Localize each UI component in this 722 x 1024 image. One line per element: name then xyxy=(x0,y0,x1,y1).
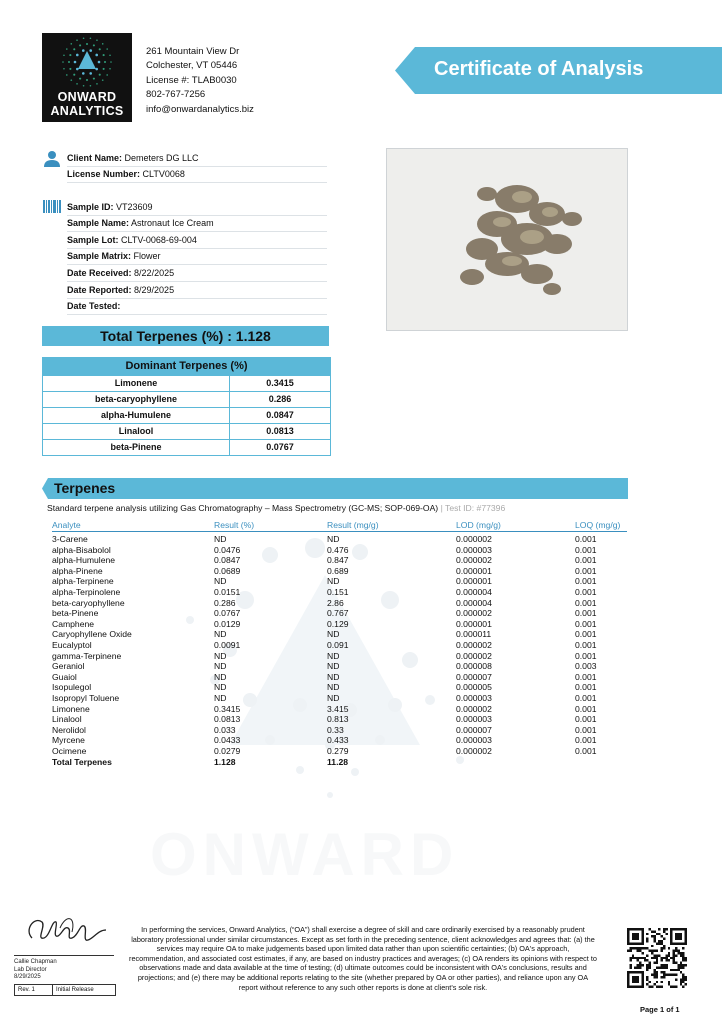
revision-box xyxy=(14,984,116,996)
terpenes-banner xyxy=(42,478,628,499)
table-row xyxy=(0,534,722,545)
cell-result-percent: ND xyxy=(214,693,227,703)
cell-result-percent: 0.0476 xyxy=(214,544,241,555)
signatory-info xyxy=(14,959,57,982)
cell-lod: 0.000004 xyxy=(456,597,492,608)
cell-analyte: Total Terpenes xyxy=(52,756,112,767)
cell-result-percent: ND xyxy=(214,650,227,661)
disclaimer: In performing the services, Onward Analytics, (“OA”) shall exercise a degree of skill and care ordinarily exercised by a reasonably prudent laboratory professional under similar circumstances. Except as set forth in the preceding sentence, client acknowledges and agrees that: (a) the services may require OA to make judgements based upon limited data rather than upon scientific certainties; (b) OA's approach, recommendation, and associated cost estimates, if any, are based on industry practices and averages; (c) OA renders its opinions with respect to observations made and data available at the time of testing; (d) ultimate outcomes could be inconsistent with OA's conclusions, results and projections; and (e) there may be additional reports relating to the site (whether prepared by OA or other parties), and reliance upon any OA report without reference to any such other reports is done at client's sole risk. xyxy=(129,925,597,992)
table-row xyxy=(0,587,722,598)
sample-lot: CLTV-0068-69-004 xyxy=(121,235,197,245)
dominant-row xyxy=(43,391,330,407)
total-terpenes-banner: Total Terpenes (%) : 1.128 xyxy=(42,326,329,346)
cell-analyte: alpha-Humulene xyxy=(52,555,116,566)
client-name-label: Client Name: xyxy=(67,153,123,163)
table-row xyxy=(0,640,722,651)
cell-result-mgg: ND xyxy=(327,650,340,661)
document-title: Certificate of Analysis xyxy=(434,58,644,80)
table-row xyxy=(0,682,722,693)
cell-analyte: Ocimene xyxy=(52,746,87,756)
cell-analyte: gamma-Terpinene xyxy=(52,650,122,661)
cell-lod: 0.000002 xyxy=(456,555,492,566)
dominant-terpenes-title: Dominant Terpenes (%) xyxy=(43,358,330,375)
cell-lod: 0.000003 xyxy=(456,735,492,746)
cell-loq: 0.001 xyxy=(575,544,597,555)
dominant-value: 0.286 xyxy=(268,394,292,404)
table-row xyxy=(0,714,722,725)
date-received: 8/22/2025 xyxy=(134,268,175,278)
cell-result-mgg: ND xyxy=(327,671,340,682)
cell-analyte: Eucalyptol xyxy=(52,640,92,650)
cell-result-percent: ND xyxy=(214,661,227,672)
cell-lod: 0.000011 xyxy=(456,629,492,640)
cell-loq: 0.001 xyxy=(575,650,597,661)
cell-lod: 0.000001 xyxy=(456,576,492,587)
cell-result-mgg: 0.151 xyxy=(327,587,349,597)
cell-result-mgg: 0.279 xyxy=(327,746,349,756)
terpenes-section-title: Terpenes xyxy=(54,480,116,496)
cell-loq: 0.001 xyxy=(575,618,597,629)
date-reported-label: Date Reported: xyxy=(67,285,132,295)
table-row xyxy=(0,576,722,587)
cell-result-percent: 0.0151 xyxy=(214,587,241,597)
cell-loq: 0.001 xyxy=(575,693,597,703)
cell-result-mgg: 11.28 xyxy=(327,756,349,767)
lab-address xyxy=(146,45,254,117)
logo-line-1: ONWARD xyxy=(57,90,117,104)
table-row xyxy=(0,704,722,715)
cell-lod: 0.000004 xyxy=(456,587,492,597)
cell-result-percent: 0.0767 xyxy=(214,608,241,619)
sample-lot-label: Sample Lot: xyxy=(67,235,119,245)
dominant-value: 0.3415 xyxy=(266,378,294,388)
cell-lod: 0.000008 xyxy=(456,661,492,672)
license-number: CLTV0068 xyxy=(142,169,185,179)
signatory-name: Callie Chapman xyxy=(14,959,57,965)
cell-loq: 0.001 xyxy=(575,746,597,756)
cell-result-mgg: 0.767 xyxy=(327,608,349,619)
cell-loq: 0.003 xyxy=(575,661,597,672)
license-number-label: License Number: xyxy=(67,169,141,179)
table-row xyxy=(0,725,722,736)
column-header-analyte: Analyte xyxy=(52,520,81,530)
cell-loq: 0.001 xyxy=(575,587,597,597)
table-row xyxy=(0,651,722,662)
watermark-dot xyxy=(296,766,304,774)
table-row xyxy=(0,693,722,704)
dominant-terpenes-table xyxy=(42,357,331,456)
cell-result-mgg: ND xyxy=(327,682,340,693)
sample-matrix-label: Sample Matrix: xyxy=(67,251,132,261)
table-row xyxy=(0,545,722,556)
cell-result-percent: ND xyxy=(214,629,227,640)
cell-lod: 0.000002 xyxy=(456,746,492,756)
test-id: | Test ID: #77396 xyxy=(440,503,506,513)
company-logo xyxy=(42,33,132,122)
dominant-row xyxy=(43,423,330,439)
cell-analyte: Linalool xyxy=(52,714,82,725)
cell-lod: 0.000003 xyxy=(456,714,492,725)
dominant-name: alpha-Humulene xyxy=(43,408,230,423)
dominant-name: beta-Pinene xyxy=(43,440,230,455)
cell-analyte: Camphene xyxy=(52,618,95,629)
logo-mark-icon xyxy=(42,33,132,93)
table-row xyxy=(0,672,722,683)
cell-loq: 0.001 xyxy=(575,735,597,746)
date-tested-label: Date Tested: xyxy=(67,301,121,311)
revision-number: Rev. 1 xyxy=(15,985,53,995)
cell-loq: 0.001 xyxy=(575,576,597,587)
date-received-row xyxy=(67,265,327,282)
cell-analyte: alpha-Terpinene xyxy=(52,576,114,587)
cell-loq: 0.001 xyxy=(575,629,597,640)
table-row xyxy=(0,629,722,640)
cell-result-mgg: ND xyxy=(327,534,340,544)
cell-loq: 0.001 xyxy=(575,555,597,566)
signature-date: 8/29/2025 xyxy=(14,974,41,980)
dominant-name: Limonene xyxy=(43,376,230,391)
cell-result-percent: 1.128 xyxy=(214,756,236,767)
cell-analyte: Isopropyl Toluene xyxy=(52,693,120,703)
cell-result-mgg: 2.86 xyxy=(327,597,344,608)
cell-loq: 0.001 xyxy=(575,565,597,576)
column-header-lod: LOD (mg/g) xyxy=(456,520,501,530)
dominant-row xyxy=(43,375,330,391)
page-number: Page 1 of 1 xyxy=(640,1005,680,1014)
cell-result-percent: ND xyxy=(214,534,227,544)
dominant-name: Linalool xyxy=(43,424,230,439)
cell-analyte: alpha-Bisabolol xyxy=(52,544,111,555)
column-header-result-mgg: Result (mg/g) xyxy=(327,520,379,530)
cell-lod: 0.000007 xyxy=(456,671,492,682)
table-row xyxy=(0,566,722,577)
table-row xyxy=(0,661,722,672)
user-icon xyxy=(43,150,61,167)
cell-result-percent: 0.0689 xyxy=(214,565,241,576)
cell-result-percent: 0.0129 xyxy=(214,618,241,629)
cell-analyte: Myrcene xyxy=(52,735,85,746)
cell-result-percent: 0.286 xyxy=(214,597,236,608)
cell-analyte: alpha-Pinene xyxy=(52,565,103,576)
cell-loq: 0.001 xyxy=(575,703,597,714)
column-header-result-percent: Result (%) xyxy=(214,520,255,530)
sample-name: Astronaut Ice Cream xyxy=(131,218,214,228)
cell-analyte: Caryophyllene Oxide xyxy=(52,629,132,640)
cell-result-mgg: 0.33 xyxy=(327,724,344,735)
cell-lod: 0.000003 xyxy=(456,544,492,555)
cell-loq: 0.001 xyxy=(575,597,597,608)
table-row xyxy=(0,598,722,609)
cell-analyte: Geraniol xyxy=(52,661,85,672)
cell-result-percent: 0.3415 xyxy=(214,703,241,714)
cell-result-percent: ND xyxy=(214,671,227,682)
cell-analyte: Limonene xyxy=(52,703,90,714)
cell-analyte: alpha-Terpinolene xyxy=(52,587,121,597)
barcode-icon xyxy=(43,200,61,213)
cell-result-mgg: 0.689 xyxy=(327,565,349,576)
cell-analyte: Isopulegol xyxy=(52,682,92,693)
cell-result-mgg: ND xyxy=(327,576,340,587)
cell-loq: 0.001 xyxy=(575,608,597,619)
method-text: Standard terpene analysis utilizing Gas Chromatography – Mass Spectrometry (GC-MS; SOP-069-OA) xyxy=(47,503,439,513)
dominant-row xyxy=(43,407,330,423)
cell-lod: 0.000002 xyxy=(456,640,492,650)
header-divider xyxy=(52,531,627,532)
cell-result-mgg: 0.129 xyxy=(327,618,349,629)
table-row xyxy=(0,555,722,566)
total-row xyxy=(0,757,722,768)
watermark-dot xyxy=(327,792,333,798)
cell-lod: 0.000001 xyxy=(456,565,492,576)
cell-analyte: Nerolidol xyxy=(52,724,86,735)
cell-lod: 0.000007 xyxy=(456,724,492,735)
client-name: Demeters DG LLC xyxy=(124,153,199,163)
address-phone: 802-767-7256 xyxy=(146,89,206,101)
sample-name-row xyxy=(67,215,327,232)
cell-analyte: beta-caryophyllene xyxy=(52,597,125,608)
cell-analyte: beta-Pinene xyxy=(52,608,99,619)
dominant-row xyxy=(43,439,330,455)
date-reported-row xyxy=(67,282,327,299)
dominant-value: 0.0813 xyxy=(266,426,294,436)
sample-id-row xyxy=(67,199,327,216)
cell-result-mgg: ND xyxy=(327,693,340,703)
address-street: 261 Mountain View Dr xyxy=(146,46,240,57)
sample-photo xyxy=(386,148,628,331)
date-reported: 8/29/2025 xyxy=(134,285,175,295)
table-row xyxy=(0,619,722,630)
cell-loq: 0.001 xyxy=(575,714,597,725)
cell-lod: 0.000002 xyxy=(456,650,492,661)
cell-result-mgg: 0.476 xyxy=(327,544,349,555)
date-tested-row xyxy=(67,298,327,315)
dominant-name: beta-caryophyllene xyxy=(43,392,230,407)
cell-result-percent: ND xyxy=(214,576,227,587)
cell-result-mgg: 0.847 xyxy=(327,555,349,566)
sample-matrix: Flower xyxy=(133,251,161,261)
cell-result-mgg: 3.415 xyxy=(327,703,349,714)
signature-image xyxy=(22,908,112,953)
address-license: License #: TLAB0030 xyxy=(146,74,237,86)
cell-result-percent: 0.0847 xyxy=(214,555,241,566)
sample-id-label: Sample ID: xyxy=(67,202,114,212)
flower-sample-image xyxy=(387,149,627,330)
column-header-loq: LOQ (mg/g) xyxy=(575,520,621,530)
sample-name-label: Sample Name: xyxy=(67,218,130,228)
cell-lod: 0.000002 xyxy=(456,608,492,619)
cell-analyte: Guaiol xyxy=(52,671,77,682)
cell-loq: 0.001 xyxy=(575,724,597,735)
table-row xyxy=(0,608,722,619)
cell-result-percent: 0.0091 xyxy=(214,640,241,650)
table-row xyxy=(0,735,722,746)
cell-lod: 0.000002 xyxy=(456,703,492,714)
sample-matrix-row xyxy=(67,248,327,265)
revision-note: Initial Release xyxy=(56,987,94,993)
cell-lod: 0.000002 xyxy=(456,534,492,544)
cell-result-mgg: 0.091 xyxy=(327,640,349,650)
cell-result-mgg: 0.433 xyxy=(327,735,349,746)
signature-line xyxy=(14,955,114,956)
cell-lod: 0.000003 xyxy=(456,693,492,703)
cell-result-percent: 0.0279 xyxy=(214,746,241,756)
cell-lod: 0.000005 xyxy=(456,682,492,693)
date-received-label: Date Received: xyxy=(67,268,132,278)
cell-result-percent: 0.0813 xyxy=(214,714,241,725)
qr-code[interactable] xyxy=(627,928,687,988)
client-name-row xyxy=(67,150,327,167)
watermark-dot xyxy=(351,768,359,776)
dominant-value: 0.0767 xyxy=(266,442,294,452)
cell-result-mgg: ND xyxy=(327,661,340,672)
cell-loq: 0.001 xyxy=(575,640,597,650)
cell-result-percent: 0.0433 xyxy=(214,735,241,746)
address-email[interactable]: info@onwardanalytics.biz xyxy=(146,103,254,115)
dominant-value: 0.0847 xyxy=(266,410,294,420)
cell-result-percent: ND xyxy=(214,682,227,693)
cell-lod: 0.000001 xyxy=(456,618,492,629)
cell-analyte: 3-Carene xyxy=(52,534,88,544)
cell-loq: 0.001 xyxy=(575,671,597,682)
cell-result-mgg: 0.813 xyxy=(327,714,349,725)
method-description xyxy=(47,503,505,513)
address-city: Colchester, VT 05446 xyxy=(146,60,238,72)
cell-result-percent: 0.033 xyxy=(214,724,236,735)
cell-loq: 0.001 xyxy=(575,682,597,693)
cell-result-mgg: ND xyxy=(327,629,340,640)
cell-loq: 0.001 xyxy=(575,534,597,544)
sample-id: VT23609 xyxy=(116,202,153,212)
license-number-row xyxy=(67,166,327,183)
table-row xyxy=(0,746,722,757)
watermark-text: ONWARD xyxy=(150,821,460,888)
logo-line-2: ANALYTICS xyxy=(50,104,124,118)
sample-lot-row xyxy=(67,232,327,249)
signatory-title: Lab Director xyxy=(14,966,47,973)
